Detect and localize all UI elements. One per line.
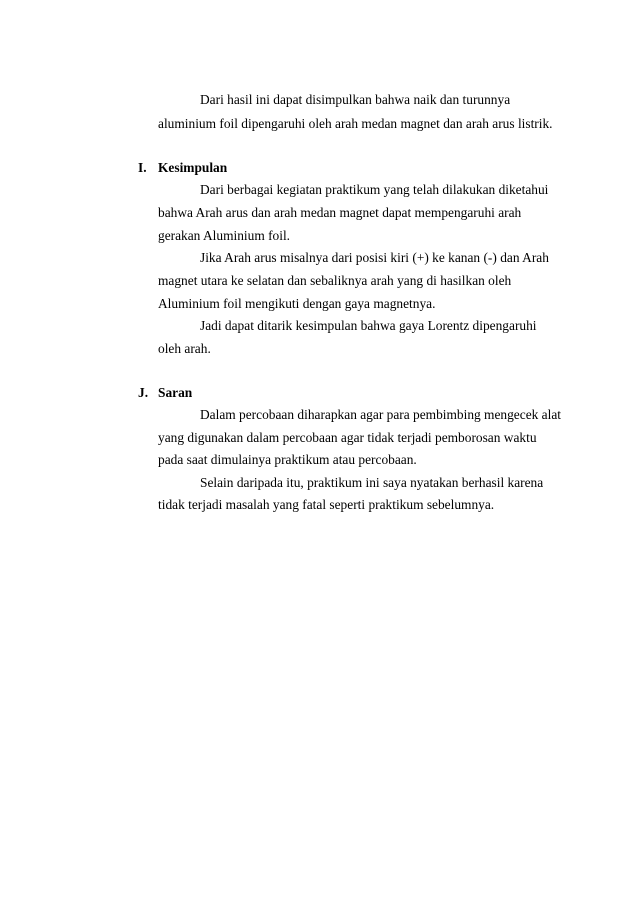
kesimpulan-line-8: oleh arah. [158,341,211,356]
saran-line-5: tidak terjadi masalah yang fatal seperti praktikum sebelumnya. [158,497,495,512]
section-title-kesimpulan: Kesimpulan [158,160,228,175]
kesimpulan-line-2: bahwa Arah arus dan arah medan magnet dapat mempengaruhi arah [158,205,522,220]
section-title-saran: Saran [158,385,193,400]
saran-line-3: pada saat dimulainya praktikum atau percobaan. [158,452,417,467]
section-number-j: J. [138,385,149,400]
intro-line-2: aluminium foil dipengaruhi oleh arah medan magnet dan arah arus listrik. [158,116,553,131]
kesimpulan-line-5: magnet utara ke selatan dan sebaliknya arah yang di hasilkan oleh [158,273,512,288]
kesimpulan-line-3: gerakan Aluminium foil. [158,228,291,243]
kesimpulan-line-1: Dari berbagai kegiatan praktikum yang telah dilakukan diketahui [200,182,549,197]
kesimpulan-line-4: Jika Arah arus misalnya dari posisi kiri (+) ke kanan (-) dan Arah [200,250,549,265]
intro-line-1: Dari hasil ini dapat disimpulkan bahwa naik dan turunnya [200,92,511,107]
saran-line-1: Dalam percobaan diharapkan agar para pembimbing mengecek alat [200,407,562,422]
kesimpulan-line-6: Aluminium foil mengikuti dengan gaya magnetnya. [158,296,436,311]
kesimpulan-line-7: Jadi dapat ditarik kesimpulan bahwa gaya Lorentz dipengaruhi [200,318,537,333]
saran-line-2: yang digunakan dalam percobaan agar tidak terjadi pemborosan waktu [158,430,537,445]
section-number-i: I. [138,160,147,175]
saran-line-4: Selain daripada itu, praktikum ini saya nyatakan berhasil karena [200,475,544,490]
